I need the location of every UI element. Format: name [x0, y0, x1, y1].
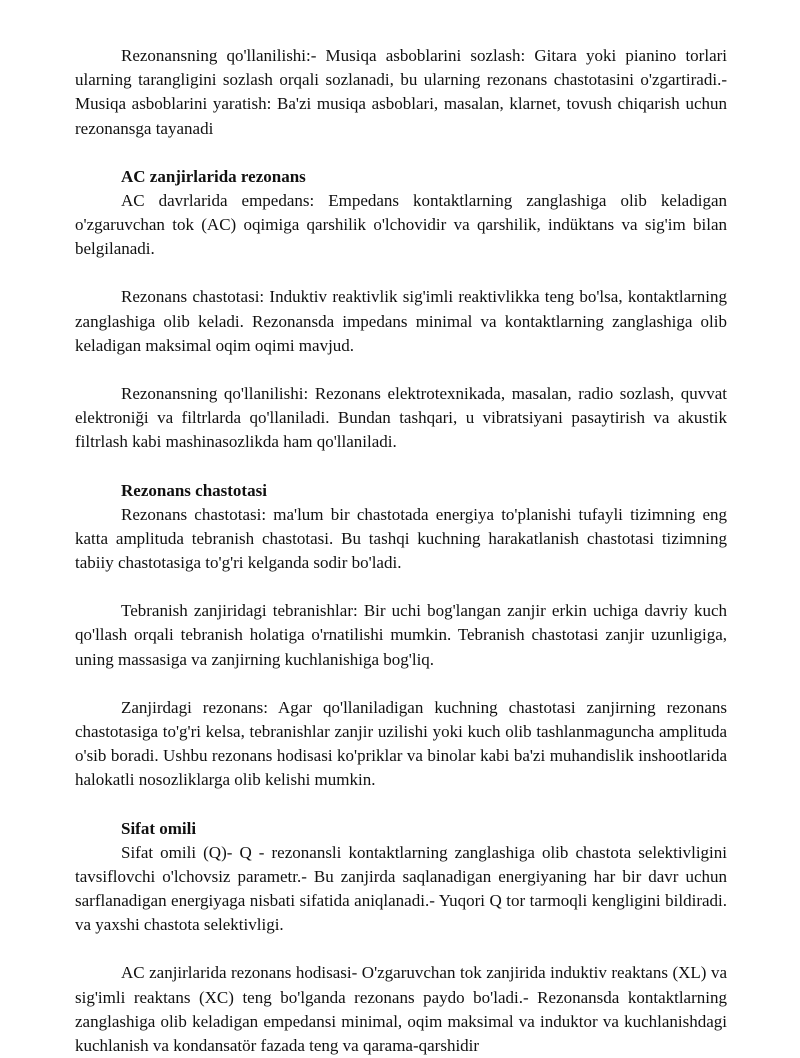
paragraph-quality-factor: Sifat omili (Q)- Q - rezonansli kontaktlarning zanglashiga olib chastota selektivligini tavsiflovchi o'lchovsiz parametr.- Bu zanjirda saqlanadigan energiyaning har bir davr uchun sarflanadigan energiyaga nisbati sifatida aniqlanadi.- Yuqori Q tor tarmoqli kengligini bildiradi. va yaxshi chastota selektivligi. [75, 842, 727, 935]
paragraph-resonance-applications-electrical: Rezonansning qo'llanilishi: Rezonans elektrotexnikada, masalan, radio sozlash, quvvat elektroniği va filtrlarda qo'llaniladi. Bundan tashqari, u vibratsiyani pasaytirish va akustik filtrlash kabi mashinasozlikda ham qo'llaniladi. [75, 384, 727, 452]
spacer [75, 575, 727, 599]
paragraph-resonance-applications-music: Rezonansning qo'llanilishi:- Musiqa asboblarini sozlash: Gitara yoki pianino torlari ularning tarangligini sozlash orqali sozlanadi, bu ularning rezonans chastotasini o'zgartiradi.- Musiqa asboblarini yaratish: Ba'zi musiqa asboblari, masalan, klarnet, tovush chiqarish uchun rezonansga tayanadi [75, 46, 727, 138]
paragraph-chain-resonance: Zanjirdagi rezonans: Agar qo'llaniladigan kuchning chastotasi zanjirning rezonans chastotasiga to'g'ri kelsa, tebranishlar zanjir uzilishi yoki kuch olib tashlanmaguncha amplituda o'sib boradi. Ushbu rezonans hodisasi ko'priklar va binolar kabi ba'zi muhandislik inshootlarida halokatli nosozliklarga olib kelishi mumkin. [75, 697, 727, 790]
spacer [75, 672, 727, 696]
spacer [75, 141, 727, 165]
spacer [75, 261, 727, 285]
spacer [75, 358, 727, 382]
spacer [75, 793, 727, 817]
spacer [75, 455, 727, 479]
heading-resonance-frequency: Rezonans chastotasi [121, 480, 267, 500]
document-page [75, 44, 727, 1058]
paragraph-resonance-frequency-ac: Rezonans chastotasi: Induktiv reaktivlik sig'imli reaktivlikka teng bo'lsa, kontaktlarning zanglashiga olib keladi. Rezonansda impedans minimal va kontaktlarning zanglashiga olib keladigan maksimal oqim oqimi mavjud. [75, 287, 727, 355]
paragraph-chain-oscillations: Tebranish zanjiridagi tebranishlar: Bir uchi bog'langan zanjir erkin uchiga davriy kuch qo'llash orqali tebranish holatiga o'rnatilishi mumkin. Tebranish chastotasi zanjir uzunligiga, uning massasiga va zanjirning kuchlanishiga bog'liq. [75, 601, 727, 669]
heading-quality-factor: Sifat omili [121, 818, 197, 838]
heading-ac-resonance: AC zanjirlarida rezonans [121, 166, 306, 186]
paragraph-ac-impedance: AC davrlarida empedans: Empedans kontaktlarning zanglashiga olib keladigan o'zgaruvchan tok (AC) oqimiga qarshilik o'lchovidir va qarshilik, indüktans va sig'im bilan belgilanadi. [75, 190, 727, 259]
paragraph-resonance-frequency-definition: Rezonans chastotasi: ma'lum bir chastotada energiya to'planishi tufayli tizimning eng katta amplituda tebranish chastotasi. Bu tashqi kuchning harakatlanish chastotasi tizimning tabiiy chastotasiga to'g'ri kelganda sodir bo'ladi. [75, 504, 727, 573]
spacer [75, 937, 727, 961]
paragraph-ac-resonance-phenomenon: AC zanjirlarida rezonans hodisasi- O'zgaruvchan tok zanjirida induktiv reaktans (XL) va sig'imli reaktans (XC) teng bo'lganda rezonans paydo bo'ladi.- Rezonansda kontaktlarning zanglashiga olib keladigan empedansi minimal, oqim maksimal va induktor va kuchlanishdagi kuchlanish va kondansatör fazada teng va qarama-qarshidir [75, 963, 727, 1056]
